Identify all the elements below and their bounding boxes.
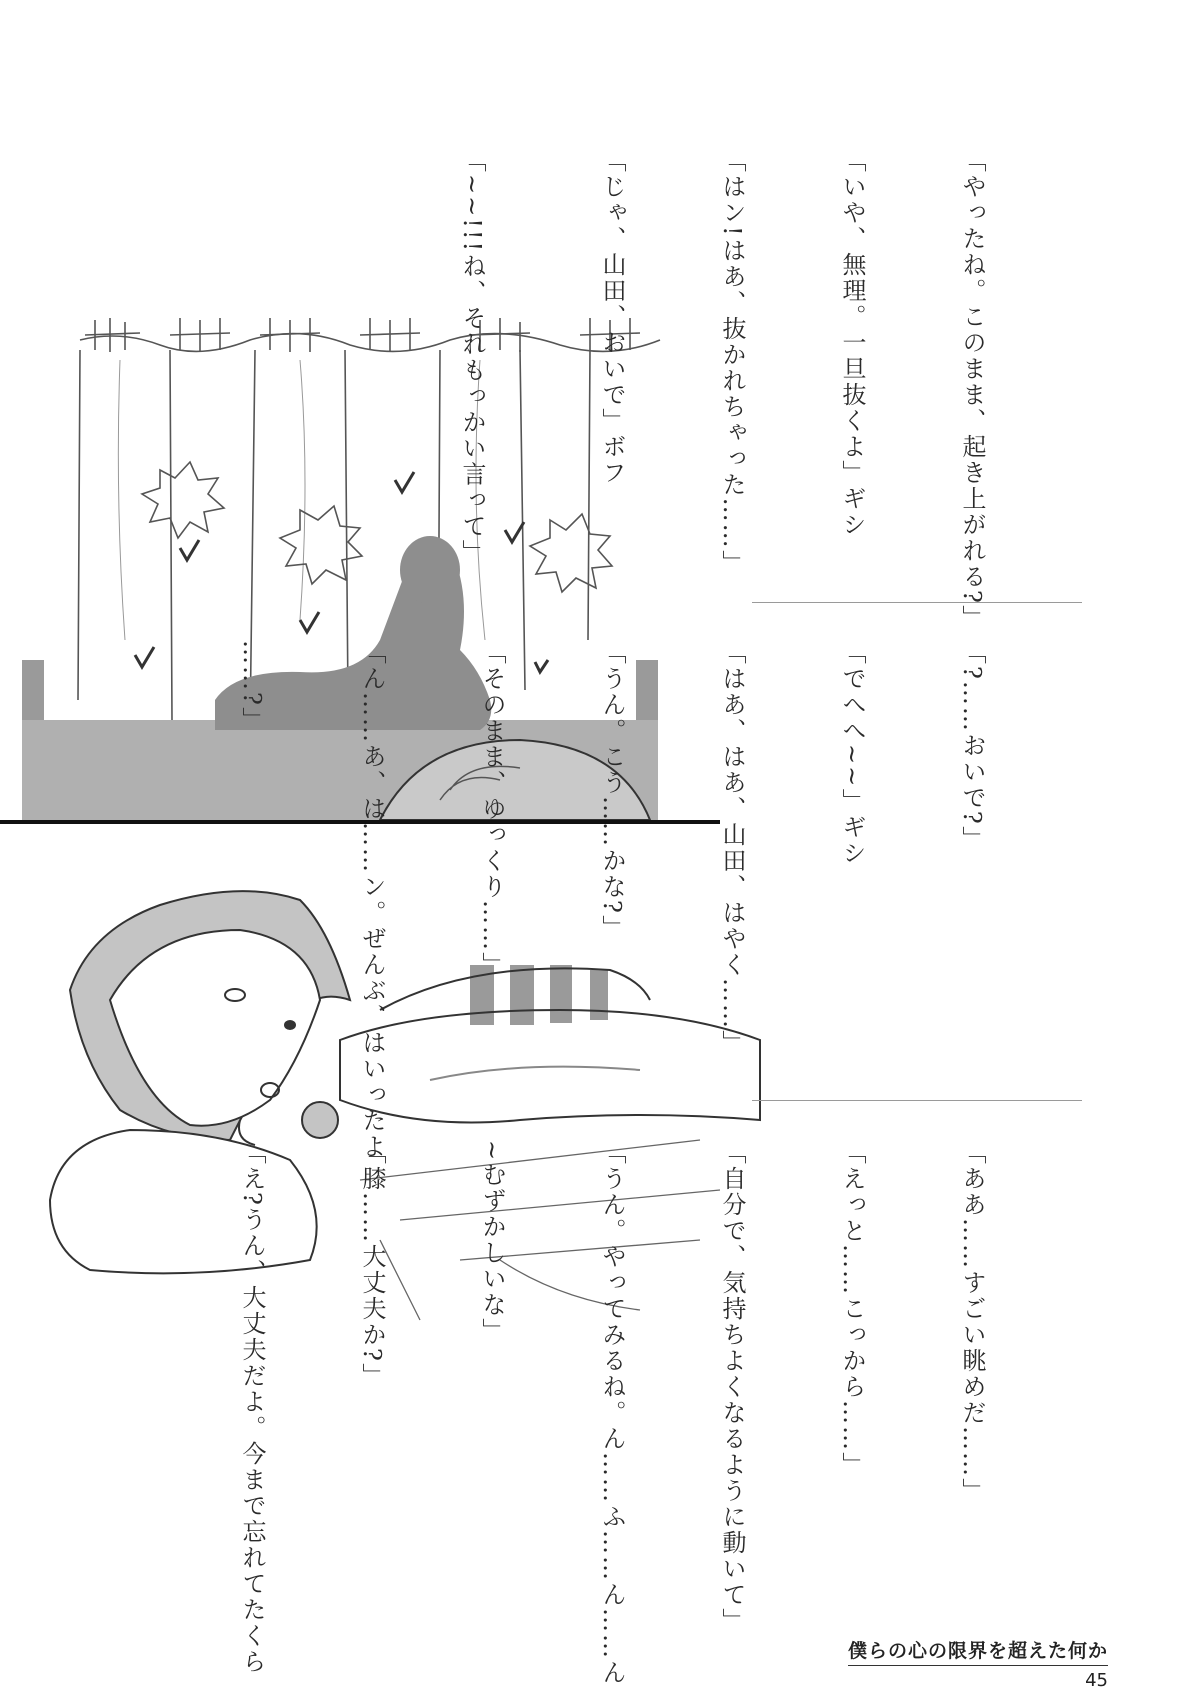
dialogue-line: 「ん……あ、は……ン。ぜんぶ、はいったよ (358, 640, 386, 1160)
dialogue-line: ~むずかしいな」 (478, 1140, 506, 1345)
dialogue-section-2 (152, 640, 1072, 1160)
dialogue-line: 「うん。こう……かな?」 (598, 640, 626, 941)
dialogue-line: ……?」 (238, 640, 266, 733)
dialogue-line: 「うん。やってみるね。ん……ふ……ん……ん (598, 1140, 626, 1686)
dialogue-line: 「でへへ~~」ギシ (838, 640, 866, 867)
page-number: 45 (1085, 1670, 1108, 1691)
dialogue-line: 「?……おいで?」 (958, 640, 986, 852)
section-divider (752, 1100, 1082, 1101)
dialogue-line: 「膝……大丈夫か?」 (358, 1140, 386, 1389)
dialogue-line: 「えっと……こっから……」 (838, 1140, 866, 1478)
dialogue-line: 「え?うん、大丈夫だよ。今まで忘れてたくら (238, 1140, 266, 1675)
dialogue-line: 「~~!!!ね、それもっかい言って」 (458, 148, 486, 566)
dialogue-section-1 (372, 148, 1072, 631)
dialogue-line: 「やったね。このまま、起き上がれる?」 (958, 148, 986, 631)
dialogue-line: 「じゃ、山田、おいで」ボフ (598, 148, 626, 486)
dialogue-line: 「そのまま、ゆっくり……」 (478, 640, 506, 978)
running-footer-title: 僕らの心の限界を超えた何か (848, 1636, 1108, 1666)
dialogue-line: 「ああ……すごい眺めだ……」 (958, 1140, 986, 1504)
dialogue-line: 「はあ、はあ、山田、はやく……」 (718, 640, 746, 1056)
dialogue-line: 「いや、無理。一旦抜くよ」ギシ (838, 148, 866, 538)
dialogue-section-3 (152, 1140, 1072, 1686)
dialogue-line: 「はン!はあ、抜かれちゃった……」 (718, 148, 746, 576)
section-divider (752, 602, 1082, 603)
dialogue-line: 「自分で、気持ちよくなるように動いて」 (718, 1140, 746, 1634)
